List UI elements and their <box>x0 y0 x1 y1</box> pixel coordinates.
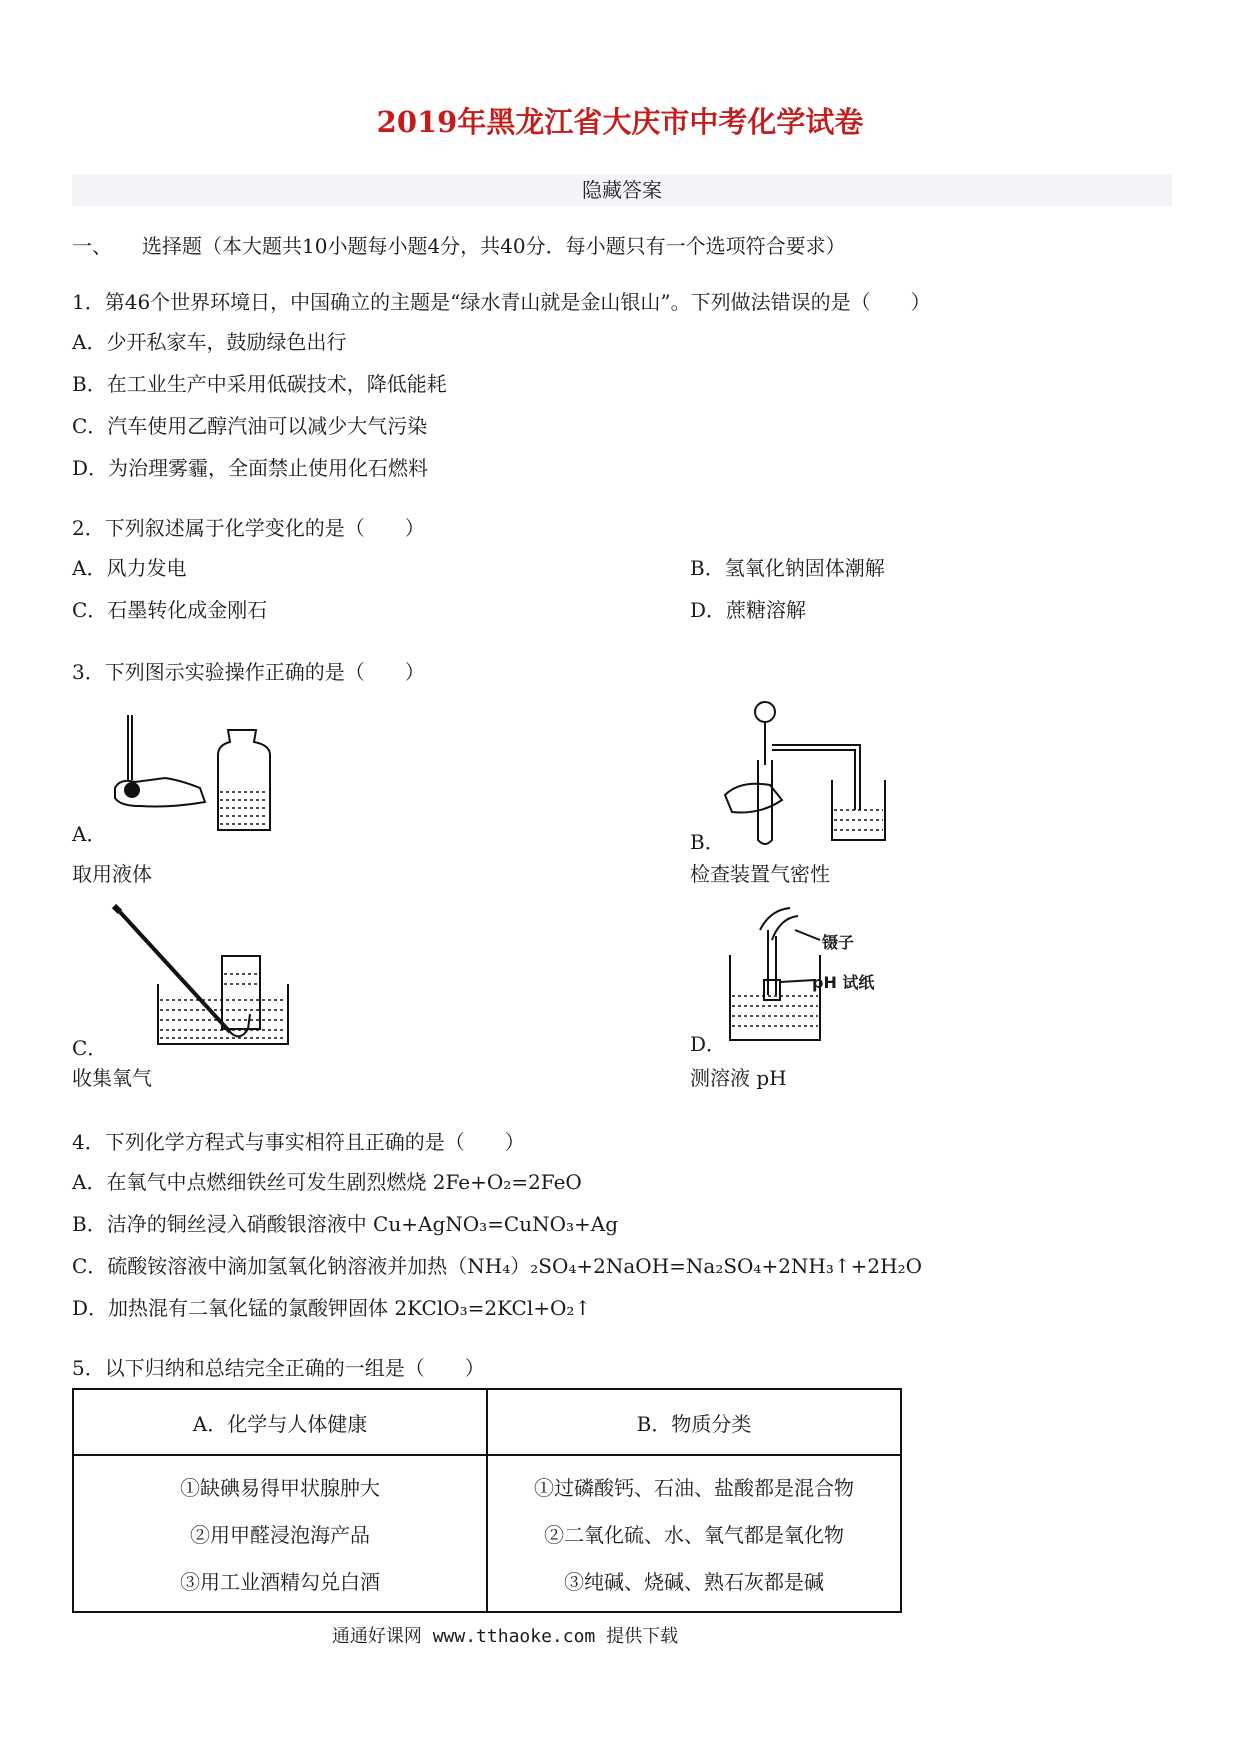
q3-option-a-letter[interactable]: A． <box>72 822 107 846</box>
q1-option-d[interactable]: D．为治理雾霾，全面禁止使用化石燃料 <box>72 456 429 480</box>
figure-b-airtightness <box>720 700 890 850</box>
q4-stem: 4．下列化学方程式与事实相符且正确的是（ ） <box>72 1130 525 1154</box>
q5-cell-a <box>73 1455 487 1612</box>
page-title: 2019年黑龙江省大庆市中考化学试卷 <box>376 105 864 139</box>
figure-d-label-ph-paper: pH 试纸 <box>812 973 875 992</box>
q5-a-item-3: ③用工业酒精勾兑白酒 <box>180 1569 380 1594</box>
q1-option-c[interactable]: C．汽车使用乙醇汽油可以减少大气污染 <box>72 414 428 438</box>
q2-option-a[interactable]: A．风力发电 <box>72 556 187 580</box>
q5-a-item-1: ①缺碘易得甲状腺肿大 <box>180 1475 380 1500</box>
q1-option-b[interactable]: B．在工业生产中采用低碳技术，降低能耗 <box>72 372 447 396</box>
q2-stem: 2．下列叙述属于化学变化的是（ ） <box>72 516 425 540</box>
q5-head-b[interactable]: B．物质分类 <box>487 1389 901 1455</box>
q5-b-item-3: ③纯碱、烧碱、熟石灰都是碱 <box>564 1569 824 1594</box>
figure-d-label-tweezers: 镊子 <box>822 933 855 952</box>
q5-stem: 5．以下归纳和总结完全正确的一组是（ ） <box>72 1356 485 1380</box>
q4-option-b[interactable]: B．洁净的铜丝浸入硝酸银溶液中 Cu+AgNO₃=CuNO₃+Ag <box>72 1212 619 1236</box>
q2-option-c[interactable]: C．石墨转化成金刚石 <box>72 598 268 622</box>
q4-option-c[interactable]: C．硫酸铵溶液中滴加氢氧化钠溶液并加热（NH₄）₂SO₄+2NaOH=Na₂SO₄+2NH₃↑+2H₂O <box>72 1254 922 1278</box>
figure-a-dropper-bottle <box>110 710 290 840</box>
q5-cell-b <box>487 1455 901 1612</box>
q3-option-b-letter[interactable]: B． <box>690 830 725 854</box>
q5-b-item-2: ②二氧化硫、水、氧气都是氧化物 <box>544 1522 844 1547</box>
hide-answer-button[interactable]: 隐藏答案 <box>72 174 1172 206</box>
q5-table <box>72 1388 902 1613</box>
q4-option-a[interactable]: A．在氧气中点燃细铁丝可发生剧烈燃烧 2Fe+O₂=2FeO <box>72 1170 582 1194</box>
q3-option-d-caption: 测溶液 pH <box>690 1066 787 1090</box>
q1-stem: 1．第46个世界环境日，中国确立的主题是“绿水青山就是金山银山”。下列做法错误的是（ ） <box>72 290 931 314</box>
q5-a-item-2: ②用甲醛浸泡海产品 <box>190 1522 370 1547</box>
q1-option-a[interactable]: A．少开私家车，鼓励绿色出行 <box>72 330 347 354</box>
q3-option-a-caption: 取用液体 <box>72 862 152 886</box>
footer-source: 通通好课网 www.tthaoke.com 提供下载 <box>331 1626 679 1647</box>
q5-head-a[interactable]: A．化学与人体健康 <box>73 1389 487 1455</box>
q3-stem: 3．下列图示实验操作正确的是（ ） <box>72 660 425 684</box>
q5-b-item-1: ①过磷酸钙、石油、盐酸都是混合物 <box>534 1475 854 1500</box>
q3-option-d-letter[interactable]: D． <box>690 1032 727 1056</box>
q2-option-b[interactable]: B．氢氧化钠固体潮解 <box>690 556 885 580</box>
q3-option-c-letter[interactable]: C． <box>72 1036 108 1060</box>
section-heading: 一、 选择题（本大题共10小题每小题4分，共40分．每小题只有一个选项符合要求） <box>72 234 846 258</box>
q3-option-b-caption: 检查装置气密性 <box>690 862 830 886</box>
q4-option-d[interactable]: D．加热混有二氧化锰的氯酸钾固体 2KClO₃=2KCl+O₂↑ <box>72 1296 592 1320</box>
q3-option-c-caption: 收集氧气 <box>72 1066 152 1090</box>
figure-c-oxygen-collection <box>110 904 300 1054</box>
q2-option-d[interactable]: D．蔗糖溶解 <box>690 598 807 622</box>
